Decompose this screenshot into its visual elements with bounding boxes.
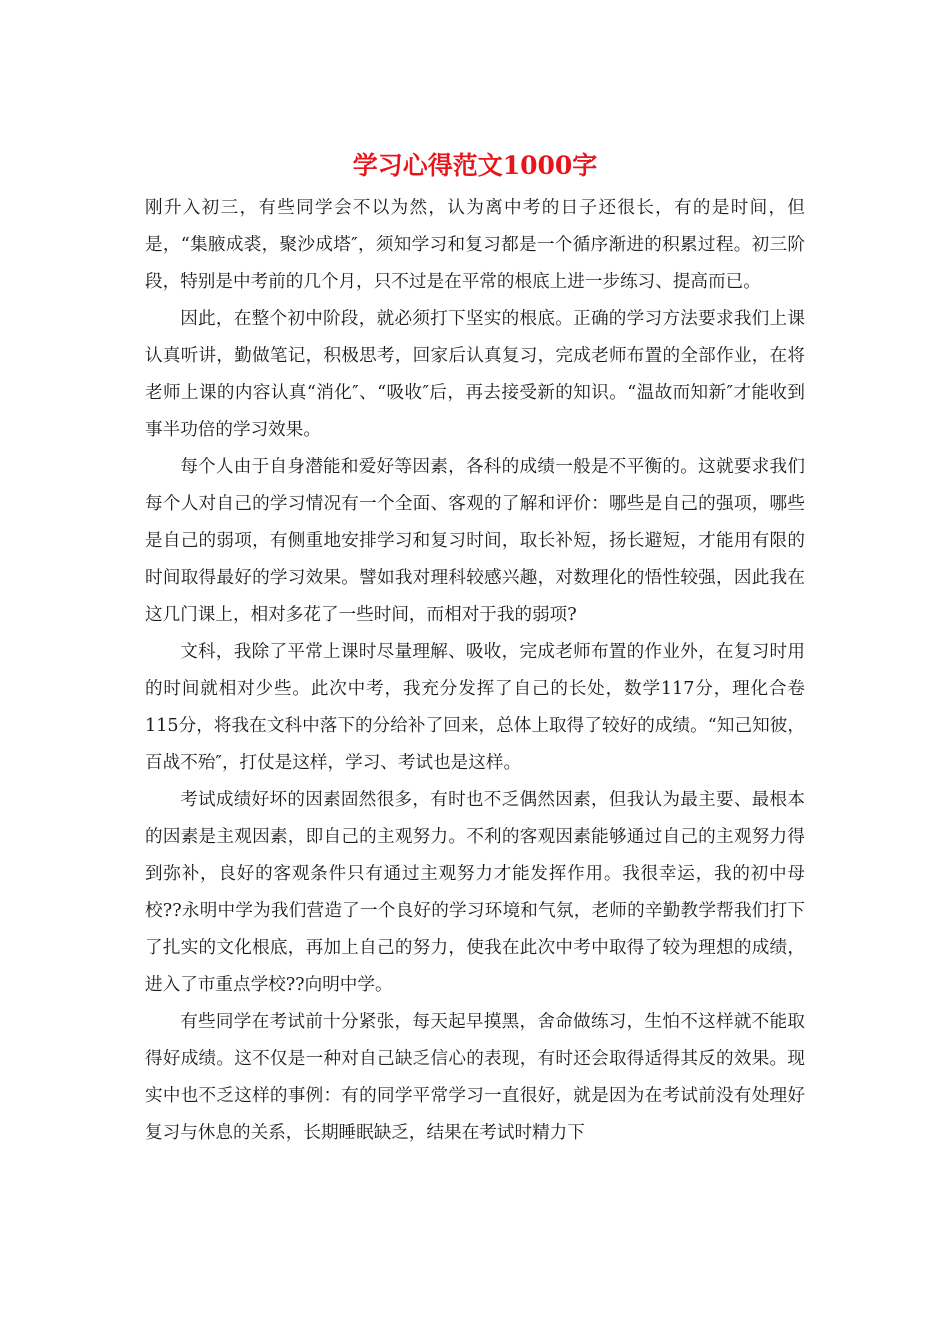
paragraph-6: 有些同学在考试前十分紧张，每天起早摸黑，舍命做练习，生怕不这样就不能取得好成绩。这不仅是一种对自己缺乏信心的表现，有时还会取得适得其反的效果。现实中也不乏这样的事例：有的同学平常学习一直很好，就是因为在考试前没有处理好复习与休息的关系，长期睡眠缺乏，结果在考试时精力下 (145, 1012, 805, 1143)
paragraph-3: 每个人由于自身潜能和爱好等因素，各科的成绩一般是不平衡的。这就要求我们每个人对自己的学习情况有一个全面、客观的了解和评价：哪些是自己的强项，哪些是自己的弱项，有侧重地安排学习和复习时间，取长补短，扬长避短，才能用有限的时间取得最好的学习效果。譬如我对理科较感兴趣，对数理化的悟性较强，因此我在这几门课上，相对多花了一些时间，而相对于我的弱项? (145, 457, 805, 625)
paragraph-1: 刚升入初三，有些同学会不以为然，认为离中考的日子还很长，有的是时间，但是，“集腋成裘，聚沙成塔″，须知学习和复习都是一个循序渐进的积累过程。初三阶段，特别是中考前的几个月，只不过是在平常的根底上进一步练习、提高而已。 (145, 198, 805, 292)
paragraph-2: 因此，在整个初中阶段，就必须打下坚实的根底。正确的学习方法要求我们上课认真听讲，勤做笔记，积极思考，回家后认真复习，完成老师布置的全部作业，在将老师上课的内容认真“消化″、“吸收″后，再去接受新的知识。“温故而知新″才能收到事半功倍的学习效果。 (145, 309, 805, 440)
document-body (145, 190, 805, 1152)
paragraph-5: 考试成绩好坏的因素固然很多，有时也不乏偶然因素，但我认为最主要、最根本的因素是主观因素，即自己的主观努力。不利的客观因素能够通过自己的主观努力得到弥补，良好的客观条件只有通过主观努力才能发挥作用。我很幸运，我的初中母校??永明中学为我们营造了一个良好的学习环境和气氛，老师的辛勤教学帮我们打下了扎实的文化根底，再加上自己的努力，使我在此次中考中取得了较为理想的成绩，进入了市重点学校??向明中学。 (145, 790, 805, 995)
document-title: 学习心得范文1000字 (352, 151, 598, 180)
paragraph-4: 文科，我除了平常上课时尽量理解、吸收，完成老师布置的作业外，在复习时用的时间就相对少些。此次中考，我充分发挥了自己的长处，数学117分，理化合卷115分，将我在文科中落下的分给补了回来，总体上取得了较好的成绩。“知己知彼，百战不殆″，打仗是这样，学习、考试也是这样。 (145, 642, 805, 773)
